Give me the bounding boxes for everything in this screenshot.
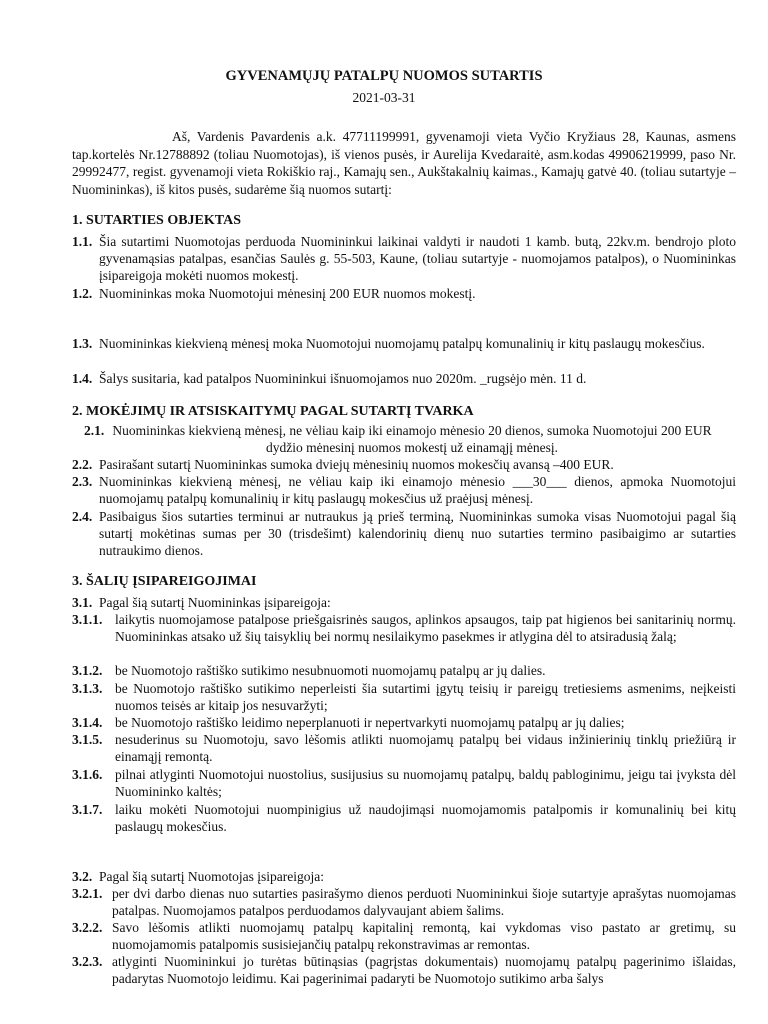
clause-3-1-6 bbox=[72, 766, 736, 800]
clause-number: 3.1.1. bbox=[72, 612, 103, 627]
clause-text: laiku mokėti Nuomotojui nuompinigius už naudojimąsi nuomojamomis patalpomis ir komunalinių bei kitų paslaugų mokesčius. bbox=[115, 802, 736, 834]
clause-number: 1.1. bbox=[72, 234, 93, 249]
clause-number: 1.2. bbox=[72, 286, 93, 301]
clause-number: 3.1.2. bbox=[72, 663, 103, 678]
clause-3-1-3 bbox=[72, 680, 736, 714]
clause-3-2-2 bbox=[72, 919, 736, 953]
clause-2-1 bbox=[72, 422, 736, 456]
document-title: GYVENAMŲJŲ PATALPŲ NUOMOS SUTARTIS bbox=[225, 68, 543, 84]
clause-text: Pasibaigus šios sutarties terminui ar nutraukus ją prieš terminą, Nuomininkas sumoka visas Nuomotojui pagal šią sutartį mokėtinas sumas per 30 (trisdešimt) kalendorinių dienų nuo sutarties termino pasibaigimo ar sutarties nutraukimo dienos. bbox=[99, 509, 736, 558]
clause-text: Pasirašant sutartį Nuomininkas sumoka dviejų mėnesinių nuomos mokesčių avansą –400 EUR. bbox=[99, 457, 614, 472]
clause-number: 3.2.1. bbox=[72, 886, 103, 901]
clause-3-1-2 bbox=[72, 662, 736, 679]
clause-number: 1.4. bbox=[72, 371, 93, 386]
clause-number: 1.3. bbox=[72, 336, 93, 351]
clause-3-1-4 bbox=[72, 714, 736, 731]
clause-text: be Nuomotojo raštiško sutikimo neperleisti šia sutartimi įgytų teisių ir pareigų tretiesiems asmenims, neįkeisti nuomos teisės ar kitaip jos nesuvaržyti; bbox=[115, 681, 736, 713]
clause-text: pilnai atlyginti Nuomotojui nuostolius, susijusius su nuomojamų patalpų, baldų pabloginimu, jeigu tai įvyksta dėl Nuomininko kaltės; bbox=[115, 767, 736, 799]
clause-text: Šia sutartimi Nuomotojas perduoda Nuomininkui laikinai valdyti ir naudoti 1 kamb. butą, 22kv.m. bendrojo ploto gyvenamąsias patalpas, esančias Saulės g. 55-503, Kaune, (toliau sutartyje - nuomojamos patalpos), o Nuomininkas įsipareigoja mokėti nuomos mokestį. bbox=[99, 234, 736, 283]
clause-number: 3.2. bbox=[72, 869, 93, 884]
clause-3-1-5 bbox=[72, 731, 736, 765]
clause-3-1 bbox=[72, 594, 736, 611]
clause-text: be Nuomotojo raštiško sutikimo nesubnuomoti nuomojamų patalpų ar jų dalies. bbox=[115, 663, 546, 678]
clause-2-2 bbox=[72, 456, 736, 473]
clause-2-4 bbox=[72, 508, 736, 559]
section-heading-3: 3. ŠALIŲ ĮSIPAREIGOJIMAI bbox=[72, 574, 257, 589]
clause-1-4 bbox=[72, 370, 736, 387]
clause-3-2 bbox=[72, 868, 736, 885]
section-heading-2: 2. MOKĖJIMŲ IR ATSISKAITYMŲ PAGAL SUTARTĮ TVARKA bbox=[72, 404, 474, 419]
clause-number: 3.1.7. bbox=[72, 802, 103, 817]
document-date: 2021-03-31 bbox=[352, 90, 416, 105]
clause-number: 2.2. bbox=[72, 457, 93, 472]
clause-text: Nuomininkas kiekvieną mėnesį, ne vėliau kaip iki einamojo mėnesio ___30___ dienos, apmoka Nuomotojui nuomojamų patalpų komunalinių ir kitų paslaugų mokesčius už praėjusį mėnesį. bbox=[99, 474, 736, 506]
clause-number: 2.3. bbox=[72, 474, 93, 489]
clause-3-2-1 bbox=[72, 885, 736, 919]
clause-text: nesuderinus su Nuomotoju, savo lėšomis atlikti nuomojamų patalpų bei vidaus inžinierinių tinklų priežiūrą ir einamąjį remontą. bbox=[115, 732, 736, 764]
clause-1-2 bbox=[72, 285, 736, 302]
clause-text: Nuomininkas kiekvieną mėnesį, ne vėliau kaip iki einamojo mėnesio 20 dienos, sumoka Nuomotojui 200 EUR dydžio mėnesinį nuomos mokestį už einamąjį mėnesį. bbox=[112, 423, 712, 455]
clause-3-1-7 bbox=[72, 801, 736, 835]
clause-1-3 bbox=[72, 335, 736, 352]
clause-text: per dvi darbo dienas nuo sutarties pasirašymo dienos perduoti Nuomininkui šioje sutartyje aprašytas nuomojamas patalpas. Nuomojamos patalpos perduodamos dalyvaujant abiem šalims. bbox=[112, 886, 736, 918]
clause-number: 2.1. bbox=[84, 423, 105, 438]
clause-text: Nuomininkas moka Nuomotojui mėnesinį 200 EUR nuomos mokestį. bbox=[99, 286, 476, 301]
clause-number: 3.1.6. bbox=[72, 767, 103, 782]
clause-number: 3.1.3. bbox=[72, 681, 103, 696]
clause-text: laikytis nuomojamose patalpose priešgaisrinės saugos, aplinkos apsaugos, taip pat higienos bei sanitarinių normų. Nuomininkas atsako už šių taisyklių bei normų nesilaikymo pasekmes ir atlygina dėl to atsiradusią žalą; bbox=[115, 612, 736, 644]
clause-text: Savo lėšomis atlikti nuomojamų patalpų kapitalinį remontą, kai vykdomas viso pastato ar gretimų, su nuomojamomis patalpomis susisiejančių patalpų rekonstravimas ar remontas. bbox=[112, 920, 736, 952]
clause-3-1-1 bbox=[72, 611, 736, 645]
clause-text: be Nuomotojo raštiško leidimo neperplanuoti ir nepertvarkyti nuomojamų patalpų ar jų dalies; bbox=[115, 715, 625, 730]
clause-number: 3.1.4. bbox=[72, 715, 103, 730]
clause-number: 3.2.3. bbox=[72, 954, 103, 969]
clause-number: 3.1. bbox=[72, 595, 93, 610]
intro-paragraph: Aš, Vardenis Pavardenis a.k. 47711199991, gyvenamoji vieta Vyčio Kryžiaus 28, Kaunas, asmens tap.kortelės Nr.12788892 (toliau Nuomotojas), iš vienos pusės, ir Aurelija Kvedaraitė, asm.kodas 49906219999, paso Nr. 29992477, regist. gyvenamoji vieta Rokiškio raj., Kamajų sen., Aukštakalnių kaimas., Kamajų gatvė 40. (toliau sutartyje – Nuomininkas), iš kitos pusės, sudarėme šią nuomos sutartį: bbox=[72, 129, 736, 197]
clause-text: Pagal šią sutartį Nuomininkas įsipareigoja: bbox=[99, 595, 331, 610]
clause-text: atlyginti Nuomininkui jo turėtas būtinąsias (pagrįstas dokumentais) nuomojamų patalpų pagerinimo išlaidas, padarytas Nuomotojo leidimu. Kai pagerinimai padaryti be Nuomotojo sutikimo arba šalys bbox=[112, 954, 736, 986]
clause-number: 3.2.2. bbox=[72, 920, 103, 935]
clause-text: Nuomininkas kiekvieną mėnesį moka Nuomotojui nuomojamų patalpų komunalinių ir kitų paslaugų mokesčius. bbox=[99, 336, 705, 351]
clause-text: Šalys susitaria, kad patalpos Nuomininkui išnuomojamos nuo 2020m. _rugsėjo mėn. 11 d. bbox=[99, 371, 587, 386]
clause-3-2-3 bbox=[72, 953, 736, 987]
clause-1-1 bbox=[72, 233, 736, 284]
clause-text: Pagal šią sutartį Nuomotojas įsipareigoja: bbox=[99, 869, 324, 884]
section-heading-1: 1. SUTARTIES OBJEKTAS bbox=[72, 213, 241, 228]
clause-number: 2.4. bbox=[72, 509, 93, 524]
clause-number: 3.1.5. bbox=[72, 732, 103, 747]
clause-2-3 bbox=[72, 473, 736, 507]
